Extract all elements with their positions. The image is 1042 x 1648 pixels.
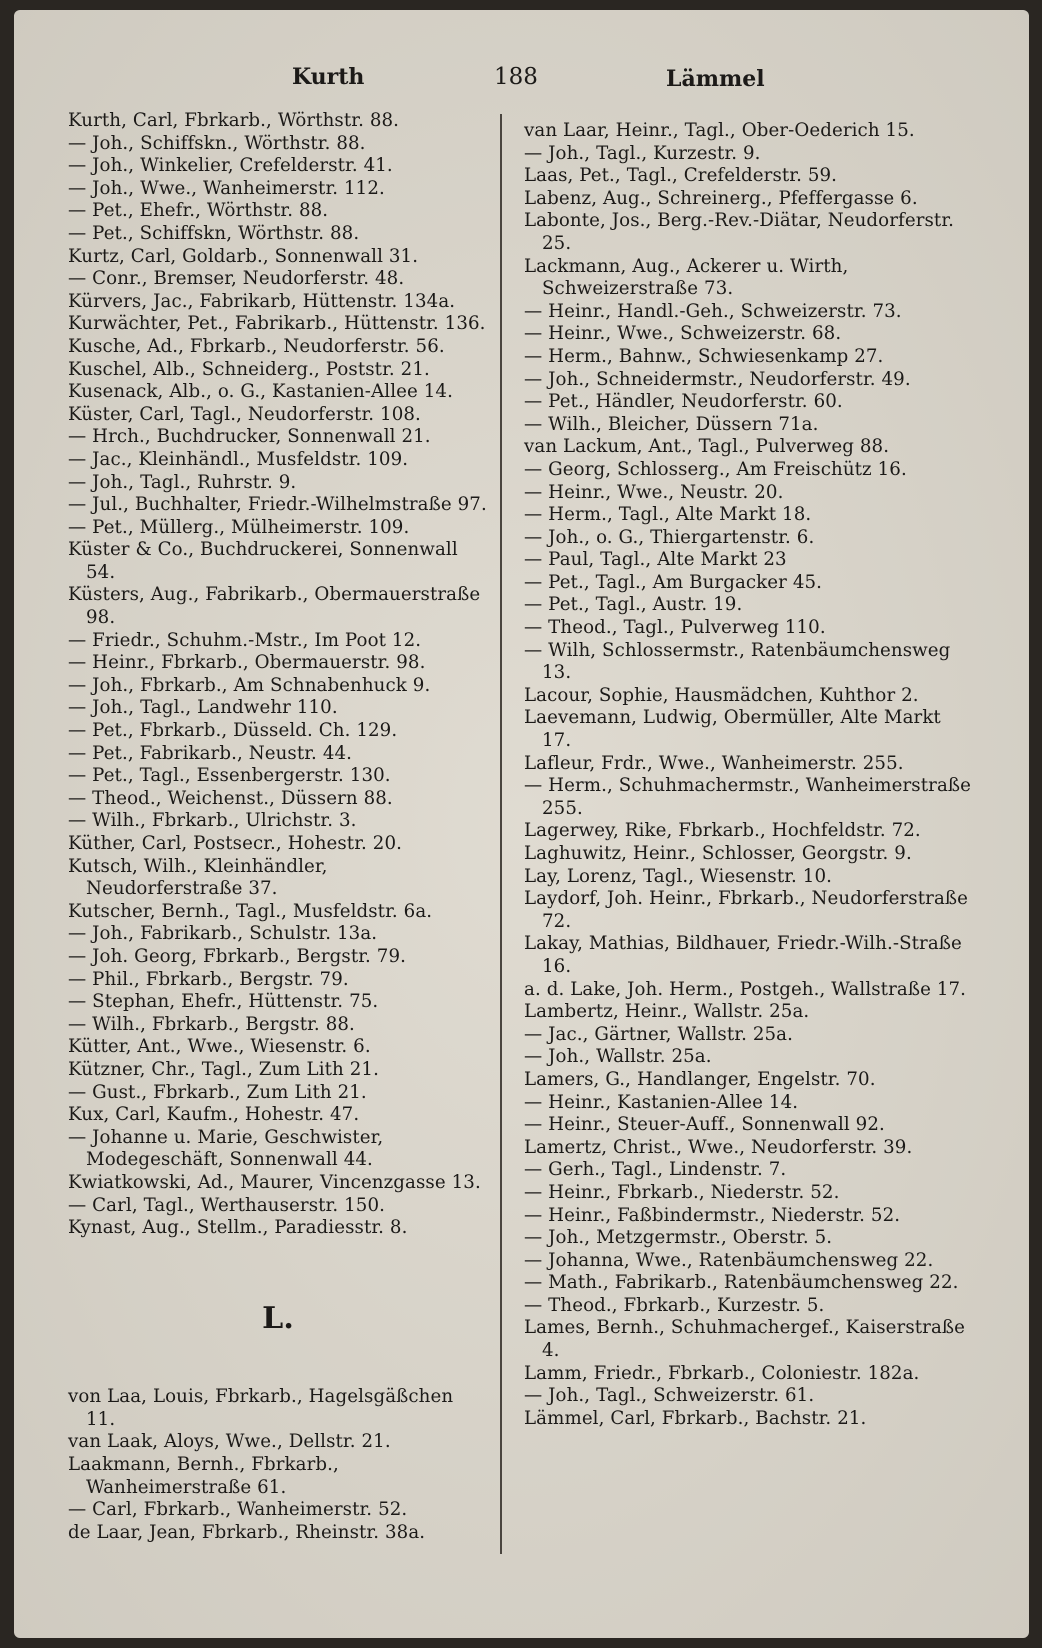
column-divider	[500, 114, 502, 1554]
directory-entry: — Joh., Wallstr. 25a.	[524, 1046, 712, 1068]
directory-entry: Labonte, Jos., Berg.-Rev.-Diätar, Neudorferstr. 25.	[524, 210, 955, 254]
directory-entry: — Heinr., Handl.-Geh., Schweizerstr. 73.	[524, 300, 902, 322]
section-letter: L.	[262, 1300, 294, 1336]
directory-entry: — Heinr., Kastanien-Allee 14.	[524, 1091, 799, 1113]
directory-entry: — Wilh, Schlossermstr., Ratenbäumchensweg 13.	[524, 639, 951, 684]
directory-entry: — Heinr., Fbrkarb., Niederstr. 52.	[524, 1181, 840, 1203]
directory-entry: — Joh., Schiffskn., Wörthstr. 88.	[68, 132, 366, 154]
directory-entry: Kurtz, Carl, Goldarb., Sonnenwall 31.	[68, 245, 419, 267]
directory-entry: Lambertz, Heinr., Wallstr. 25a.	[524, 1001, 810, 1023]
directory-entry: — Pet., Fabrikarb., Neustr. 44.	[68, 742, 353, 764]
directory-entry: Lagerwey, Rike, Fbrkarb., Hochfeldstr. 72.	[524, 820, 921, 842]
directory-entry: — Heinr., Faßbindermstr., Niederstr. 52.	[524, 1204, 901, 1226]
directory-entry: — Joh. Georg, Fbrkarb., Bergstr. 79.	[68, 945, 407, 967]
directory-entry: — Stephan, Ehefr., Hüttenstr. 75.	[68, 991, 379, 1013]
directory-entry: — Georg, Schlosserg., Am Freischütz 16.	[524, 458, 907, 480]
directory-entry: — Herm., Tagl., Alte Markt 18.	[524, 504, 812, 526]
directory-entry: Lackmann, Aug., Ackerer u. Wirth, Schweizerstraße 73.	[524, 255, 849, 300]
directory-entry: — Joh., Fabrikarb., Schulstr. 13a.	[68, 923, 378, 945]
directory-entry: — Paul, Tagl., Alte Markt 23	[524, 549, 787, 571]
right-column	[524, 120, 972, 1430]
directory-entry: Kützner, Chr., Tagl., Zum Lith 21.	[68, 1058, 379, 1080]
directory-entry: — Jac., Kleinhändl., Musfeldstr. 109.	[68, 448, 409, 470]
directory-entry: — Pet., Tagl., Am Burgacker 45.	[524, 571, 823, 593]
directory-entry: — Johanne u. Marie, Geschwister, Modegeschäft, Sonnenwall 44.	[68, 1126, 384, 1171]
directory-entry: von Laa, Louis, Fbrkarb., Hagelsgäßchen 11.	[68, 1386, 454, 1430]
directory-entry: — Joh., Fbrkarb., Am Schnabenhuck 9.	[68, 674, 431, 696]
directory-entry: — Joh., Metzgermstr., Oberstr. 5.	[524, 1227, 833, 1249]
directory-entry: Lacour, Sophie, Hausmädchen, Kuhthor 2.	[524, 684, 919, 706]
directory-entry: — Jul., Buchhalter, Friedr.-Wilhelmstraße 97.	[68, 494, 487, 516]
directory-entry: — Joh., Winkelier, Crefelderstr. 41.	[68, 155, 393, 177]
directory-entry: de Laar, Jean, Fbrkarb., Rheinstr. 38a.	[68, 1521, 426, 1543]
directory-entry: Kusenack, Alb., o. G., Kastanien-Allee 14.	[68, 381, 453, 403]
directory-entry: Kuschel, Alb., Schneiderg., Poststr. 21.	[68, 358, 430, 380]
directory-entry: Küster, Carl, Tagl., Neudorferstr. 108.	[68, 403, 421, 425]
directory-entry: — Jac., Gärtner, Wallstr. 25a.	[524, 1023, 793, 1045]
directory-entry: — Carl, Fbrkarb., Wanheimerstr. 52.	[68, 1499, 408, 1521]
directory-entry: — Hrch., Buchdrucker, Sonnenwall 21.	[68, 426, 431, 448]
left-entries-bottom	[68, 1386, 488, 1544]
directory-entry: van Laar, Heinr., Tagl., Ober-Oederich 15.	[524, 120, 915, 141]
directory-entry: Küster & Co., Buchdruckerei, Sonnenwall 54.	[68, 539, 458, 583]
directory-entry: — Wilh., Bleicher, Düssern 71a.	[524, 413, 819, 435]
directory-entry: — Wilh., Fbrkarb., Ulrichstr. 3.	[68, 810, 357, 832]
directory-entry: Kurwächter, Pet., Fabrikarb., Hüttenstr. 136.	[68, 313, 486, 335]
directory-entry: Labenz, Aug., Schreinerg., Pfeffergasse 6.	[524, 187, 918, 209]
directory-entry: — Pet., Schiffskn, Wörthstr. 88.	[68, 222, 360, 244]
page-number: 188	[494, 64, 538, 90]
directory-entry: Lamm, Friedr., Fbrkarb., Coloniestr. 182a.	[524, 1362, 920, 1384]
directory-entry: Laydorf, Joh. Heinr., Fbrkarb., Neudorferstraße 72.	[524, 888, 968, 932]
directory-entry: Lafleur, Frdr., Wwe., Wanheimerstr. 255.	[524, 752, 904, 774]
left-entries-top	[68, 110, 488, 1240]
directory-entry: — Pet., Ehefr., Wörthstr. 88.	[68, 200, 329, 222]
directory-entry: Laakmann, Bernh., Fbrkarb., Wanheimerstraße 61.	[68, 1454, 339, 1498]
directory-entry: — Joh., Tagl., Kurzestr. 9.	[524, 142, 761, 164]
directory-entry: — Joh., Tagl., Ruhrstr. 9.	[68, 471, 297, 493]
directory-entry: — Joh., o. G., Thiergartenstr. 6.	[524, 526, 815, 548]
directory-entry: — Joh., Tagl., Landwehr 110.	[68, 697, 338, 719]
directory-page	[14, 10, 1029, 1638]
directory-entry: — Math., Fabrikarb., Ratenbäumchensweg 22.	[524, 1272, 959, 1294]
directory-entry: — Pet., Tagl., Austr. 19.	[524, 594, 743, 616]
directory-entry: — Herm., Schuhmachermstr., Wanheimerstraße 255.	[524, 775, 971, 819]
header-right-keyword: Lämmel	[666, 66, 765, 92]
directory-entry: Laghuwitz, Heinr., Schlosser, Georgstr. 9.	[524, 843, 912, 864]
directory-entry: Kütter, Ant., Wwe., Wiesenstr. 6.	[68, 1036, 371, 1058]
page-header	[14, 54, 1029, 94]
directory-entry: Kux, Carl, Kaufm., Hohestr. 47.	[68, 1104, 360, 1126]
directory-entry: — Gust., Fbrkarb., Zum Lith 21.	[68, 1081, 367, 1103]
directory-entry: — Joh., Schneidermstr., Neudorferstr. 49.	[524, 368, 911, 390]
directory-entry: — Friedr., Schuhm.-Mstr., Im Poot 12.	[68, 629, 422, 651]
directory-entry: — Theod., Fbrkarb., Kurzestr. 5.	[524, 1294, 825, 1316]
directory-entry: — Herm., Bahnw., Schwiesenkamp 27.	[524, 345, 884, 367]
directory-entry: — Johanna, Wwe., Ratenbäumchensweg 22.	[524, 1249, 934, 1271]
directory-entry: Küther, Carl, Postsecr., Hohestr. 20.	[68, 833, 403, 854]
directory-entry: — Theod., Weichenst., Düssern 88.	[68, 787, 393, 809]
directory-entry: Kürvers, Jac., Fabrikarb, Hüttenstr. 134a.	[68, 290, 456, 312]
directory-entry: — Gerh., Tagl., Lindenstr. 7.	[524, 1159, 787, 1181]
left-column	[68, 110, 488, 1544]
directory-entry: — Pet., Tagl., Essenbergerstr. 130.	[68, 765, 391, 787]
directory-entry: — Theod., Tagl., Pulverweg 110.	[524, 617, 826, 639]
directory-entry: — Phil., Fbrkarb., Bergstr. 79.	[68, 968, 349, 990]
directory-entry: — Carl, Tagl., Werthauserstr. 150.	[68, 1194, 385, 1216]
directory-entry: — Pet., Händler, Neudorferstr. 60.	[524, 391, 843, 413]
directory-entry: — Heinr., Wwe., Neustr. 20.	[524, 481, 784, 503]
directory-entry: Kwiatkowski, Ad., Maurer, Vincenzgasse 13.	[68, 1171, 481, 1193]
directory-entry: — Heinr., Wwe., Schweizerstr. 68.	[524, 323, 842, 345]
directory-entry: Laevemann, Ludwig, Obermüller, Alte Markt 17.	[524, 707, 941, 752]
directory-entry: Lamertz, Christ., Wwe., Neudorferstr. 39.	[524, 1136, 913, 1158]
directory-entry: Lakay, Mathias, Bildhauer, Friedr.-Wilh.-Straße 16.	[524, 933, 962, 977]
directory-entry: — Pet., Müllerg., Mülheimerstr. 109.	[68, 516, 410, 538]
directory-entry: — Conr., Bremser, Neudorferstr. 48.	[68, 268, 405, 290]
directory-entry: Kutsch, Wilh., Kleinhändler, Neudorferstraße 37.	[68, 855, 328, 900]
directory-entry: — Joh., Wwe., Wanheimerstr. 112.	[68, 177, 385, 199]
directory-entry: — Wilh., Fbrkarb., Bergstr. 88.	[68, 1013, 355, 1035]
directory-entry: Laas, Pet., Tagl., Crefelderstr. 59.	[524, 165, 838, 187]
directory-entry: Küsters, Aug., Fabrikarb., Obermauerstraße 98.	[68, 584, 481, 629]
directory-entry: — Heinr., Fbrkarb., Obermauerstr. 98.	[68, 652, 426, 674]
directory-entry: van Lackum, Ant., Tagl., Pulverweg 88.	[524, 436, 890, 458]
right-entries	[524, 120, 972, 1430]
directory-entry: Kusche, Ad., Fbrkarb., Neudorferstr. 56.	[68, 335, 445, 357]
directory-entry: — Joh., Tagl., Schweizerstr. 61.	[524, 1385, 815, 1407]
directory-entry: van Laak, Aloys, Wwe., Dellstr. 21.	[68, 1431, 391, 1453]
directory-entry: Kutscher, Bernh., Tagl., Musfeldstr. 6a.	[68, 900, 433, 922]
directory-entry: Lames, Bernh., Schuhmachergef., Kaiserstraße 4.	[524, 1317, 966, 1362]
directory-entry: — Pet., Fbrkarb., Düsseld. Ch. 129.	[68, 720, 398, 742]
directory-entry: Lämmel, Carl, Fbrkarb., Bachstr. 21.	[524, 1407, 867, 1429]
directory-entry: Lay, Lorenz, Tagl., Wiesenstr. 10.	[524, 865, 833, 887]
header-left-keyword: Kurth	[292, 64, 365, 90]
directory-entry: — Heinr., Steuer-Auff., Sonnenwall 92.	[524, 1114, 885, 1136]
directory-entry: a. d. Lake, Joh. Herm., Postgeh., Wallstraße 17.	[524, 978, 967, 1000]
directory-entry: Lamers, G., Handlanger, Engelstr. 70.	[524, 1068, 876, 1090]
directory-entry: Kynast, Aug., Stellm., Paradiesstr. 8.	[68, 1217, 408, 1239]
directory-entry: Kurth, Carl, Fbrkarb., Wörthstr. 88.	[68, 110, 400, 131]
